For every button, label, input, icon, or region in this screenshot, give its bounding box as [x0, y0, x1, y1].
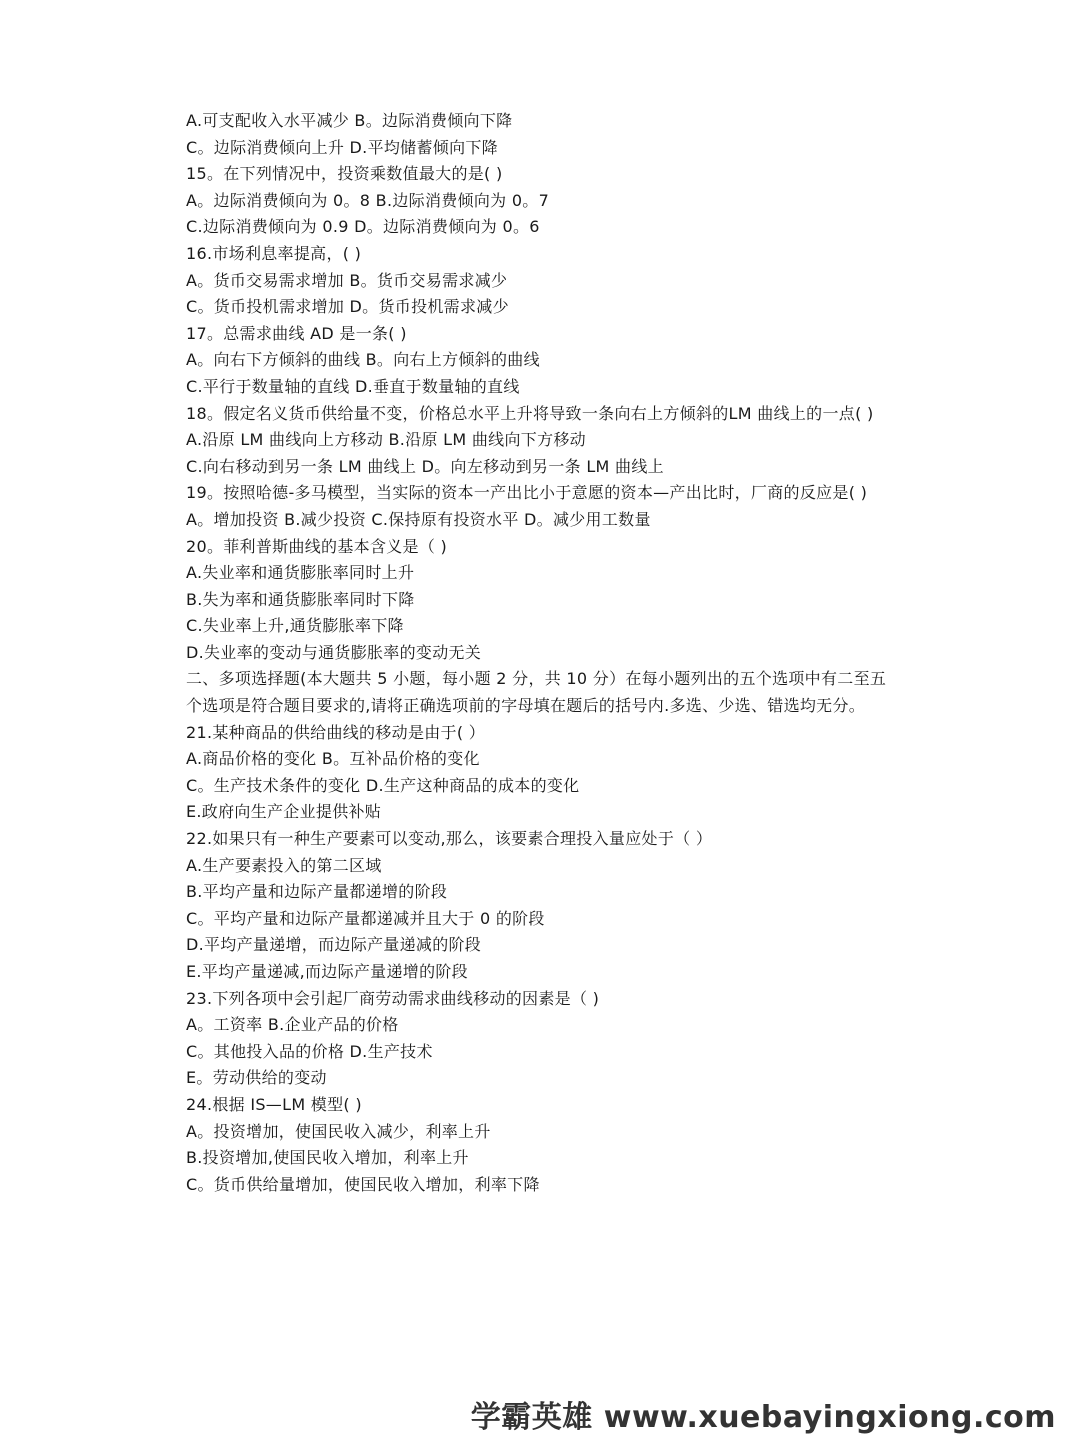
text-line: C。其他投入品的价格 D.生产技术 [186, 1041, 433, 1061]
question-line: 17。总需求曲线 AD 是一条( ) [186, 323, 407, 343]
question-line: 18。假定名义货币供给量不变，价格总水平上升将导致一条向右上方倾斜的LM 曲线上的一点( ) [186, 403, 874, 423]
question-line: 16.市场利息率提高，( ) [186, 243, 362, 263]
text-line: A。向右下方倾斜的曲线 B。向右上方倾斜的曲线 [186, 350, 540, 370]
question-line: 21.某种商品的供给曲线的移动是由于( ） [186, 722, 486, 742]
text-line: C。边际消费倾向上升 D.平均储蓄倾向下降 [186, 137, 498, 157]
text-line: E.政府向生产企业提供补贴 [186, 802, 382, 822]
question-line: 24.根据 IS—LM 模型( ) [186, 1094, 362, 1114]
question-line: 20。菲利普斯曲线的基本含义是（ ) [186, 536, 448, 556]
text-line: A.失业率和通货膨胀率同时上升 [186, 563, 415, 583]
text-line: A.生产要素投入的第二区域 [186, 855, 382, 875]
text-line: A.沿原 LM 曲线向上方移动 B.沿原 LM 曲线向下方移动 [186, 430, 586, 450]
question-line: 19。按照哈德-多马模型，当实际的资本一产出比小于意愿的资本—产出比时，厂商的反应是( ) [186, 483, 868, 503]
document-body [186, 108, 898, 1198]
text-line: A。货币交易需求增加 B。货币交易需求减少 [186, 270, 508, 290]
text-line: A。增加投资 B.减少投资 C.保持原有投资水平 D。减少用工数量 [186, 509, 651, 529]
question-line: 23.下列各项中会引起厂商劳动需求曲线移动的因素是（ ) [186, 988, 600, 1008]
text-line: D.平均产量递增，而边际产量递减的阶段 [186, 935, 482, 955]
text-line: C.失业率上升,通货膨胀率下降 [186, 616, 404, 636]
text-line: C.向右移动到另一条 LM 曲线上 D。向左移动到另一条 LM 曲线上 [186, 456, 664, 476]
text-line: C。生产技术条件的变化 D.生产这种商品的成本的变化 [186, 775, 580, 795]
text-line: E.平均产量递减,而边际产量递增的阶段 [186, 962, 468, 981]
text-line: A.可支配收入水平减少 B。边际消费倾向下降 [186, 111, 513, 130]
question-line: 22.如果只有一种生产要素可以变动,那么，该要素合理投入量应处于（ ） [186, 829, 713, 849]
text-line: A。投资增加，使国民收入减少，利率上升 [186, 1121, 491, 1141]
text-line: D.失业率的变动与通货膨胀率的变动无关 [186, 642, 482, 662]
text-line: C。货币投机需求增加 D。货币投机需求减少 [186, 297, 509, 317]
text-line: B.失为率和通货膨胀率同时下降 [186, 589, 415, 609]
text-line: B.平均产量和边际产量都递增的阶段 [186, 882, 448, 902]
text-line: A。边际消费倾向为 0。8 B.边际消费倾向为 0。7 [186, 190, 550, 210]
site-watermark: 学霸英雄 www.xuebayingxiong.com [470, 1400, 1056, 1435]
text-line: C。货币供给量增加，使国民收入增加，利率下降 [186, 1174, 540, 1194]
text-line: A.商品价格的变化 B。互补品价格的变化 [186, 749, 480, 769]
text-line: E。劳动供给的变动 [186, 1068, 327, 1088]
text-line: A。工资率 B.企业产品的价格 [186, 1015, 399, 1035]
text-line: C.平行于数量轴的直线 D.垂直于数量轴的直线 [186, 376, 520, 396]
text-line: C。平均产量和边际产量都递减并且大于 0 的阶段 [186, 908, 545, 928]
text-line: B.投资增加,使国民收入增加，利率上升 [186, 1148, 469, 1168]
section-heading: 二、多项选择题(本大题共 5 小题，每小题 2 分，共 10 分）在每小题列出的五个选项中有二至五个选项是符合题目要求的,请将正确选项前的字母填在题后的括号内.多选、少选、错选均无分。 [186, 669, 887, 716]
question-line: 15。在下列情况中，投资乘数值最大的是( ) [186, 164, 503, 184]
text-line: C.边际消费倾向为 0.9 D。边际消费倾向为 0。6 [186, 217, 540, 237]
